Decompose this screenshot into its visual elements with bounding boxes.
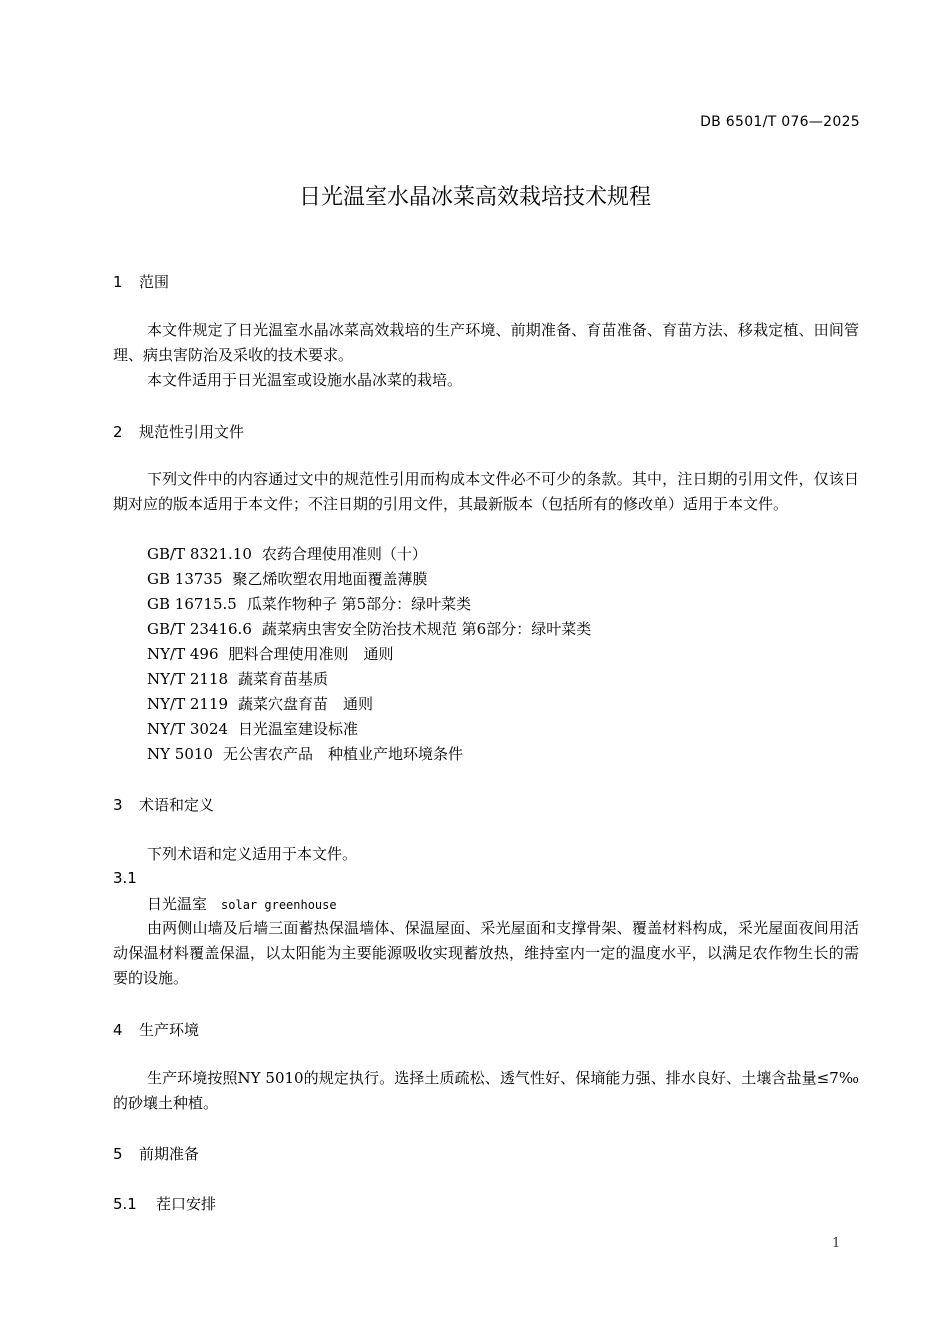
reference-code: NY 5010 [147, 745, 213, 763]
section-1-paragraph-1: 本文件规定了日光温室水晶冰菜高效栽培的生产环境、前期准备、育苗准备、育苗方法、移栽定植、田间管理、病虫害防治及采收的技术要求。 [113, 321, 859, 364]
reference-title: 蔬菜病虫害安全防治技术规范 第6部分：绿叶菜类 [261, 620, 592, 638]
reference-item [147, 592, 471, 617]
section-title: 规范性引用文件 [139, 423, 245, 441]
section-title: 术语和定义 [139, 796, 215, 814]
reference-code: GB/T 8321.10 [147, 545, 252, 563]
reference-item [147, 667, 328, 692]
section-number: 5 [113, 1145, 123, 1163]
term-entry [147, 893, 337, 914]
section-5-heading [113, 1143, 199, 1164]
reference-code: NY/T 496 [147, 645, 219, 663]
term-number: 3.1 [113, 869, 137, 887]
reference-code: GB 16715.5 [147, 595, 237, 613]
section-title: 范围 [139, 273, 170, 291]
term-english: solar greenhouse [221, 898, 337, 912]
reference-item [147, 742, 463, 767]
reference-title: 无公害农产品 种植业产地环境条件 [222, 745, 463, 763]
section-title: 生产环境 [139, 1021, 200, 1039]
reference-code: GB/T 23416.6 [147, 620, 252, 638]
section-title: 前期准备 [139, 1145, 200, 1163]
reference-item [147, 567, 428, 592]
section-4-paragraph-1: 生产环境按照NY 5010的规定执行。选择土质疏松、透气性好、保墒能力强、排水良好、土壤含盐量≤7‰的砂壤土种植。 [113, 1069, 859, 1112]
reference-title: 农药合理使用准则（十） [261, 545, 427, 563]
section-number: 4 [113, 1021, 123, 1039]
document-title: 日光温室水晶冰菜高效栽培技术规程 [298, 185, 651, 210]
reference-code: NY/T 2118 [147, 670, 229, 688]
reference-item [147, 692, 373, 717]
page-number: 1 [832, 1236, 841, 1251]
subsection-5-1-heading [113, 1193, 216, 1214]
section-1-paragraph-2: 本文件适用于日光温室或设施水晶冰菜的栽培。 [147, 371, 463, 389]
subsection-title: 茬口安排 [156, 1195, 217, 1213]
reference-title: 蔬菜育苗基质 [238, 670, 329, 688]
section-3-paragraph-1: 下列术语和定义适用于本文件。 [147, 845, 358, 863]
section-number: 3 [113, 796, 123, 814]
reference-code: GB 13735 [147, 570, 223, 588]
reference-code: NY/T 3024 [147, 720, 229, 738]
section-number: 1 [113, 273, 123, 291]
term-definition: 由两侧山墙及后墙三面蓄热保温墙体、保温屋面、采光屋面和支撑骨架、覆盖材料构成，采光屋面夜间用活动保温材料覆盖保温，以太阳能为主要能源吸收实现蓄放热，维持室内一定的温度水平，以满足农作物生长的需要的设施。 [113, 919, 859, 987]
reference-item [147, 542, 427, 567]
section-2-paragraph-1: 下列文件中的内容通过文中的规范性引用而构成本文件必不可少的条款。其中，注日期的引用文件，仅该日期对应的版本适用于本文件；不注日期的引用文件，其最新版本（包括所有的修改单）适用于本文件。 [113, 470, 859, 513]
reference-code: NY/T 2119 [147, 695, 229, 713]
term-chinese: 日光温室 [147, 895, 208, 913]
section-number: 2 [113, 423, 123, 441]
section-1-heading [113, 271, 169, 292]
reference-item [147, 642, 394, 667]
document-code: DB 6501/T 076—2025 [700, 114, 860, 130]
reference-title: 日光温室建设标准 [238, 720, 359, 738]
subsection-number: 5.1 [113, 1195, 137, 1213]
section-2-heading [113, 421, 244, 442]
reference-title: 聚乙烯吹塑农用地面覆盖薄膜 [232, 570, 428, 588]
reference-item [147, 617, 591, 642]
reference-title: 蔬菜穴盘育苗 通则 [238, 695, 374, 713]
reference-title: 瓜菜作物种子 第5部分：绿叶菜类 [246, 595, 472, 613]
reference-title: 肥料合理使用准则 通则 [228, 645, 394, 663]
section-3-heading [113, 794, 214, 815]
section-4-heading [113, 1019, 199, 1040]
reference-item [147, 717, 358, 742]
